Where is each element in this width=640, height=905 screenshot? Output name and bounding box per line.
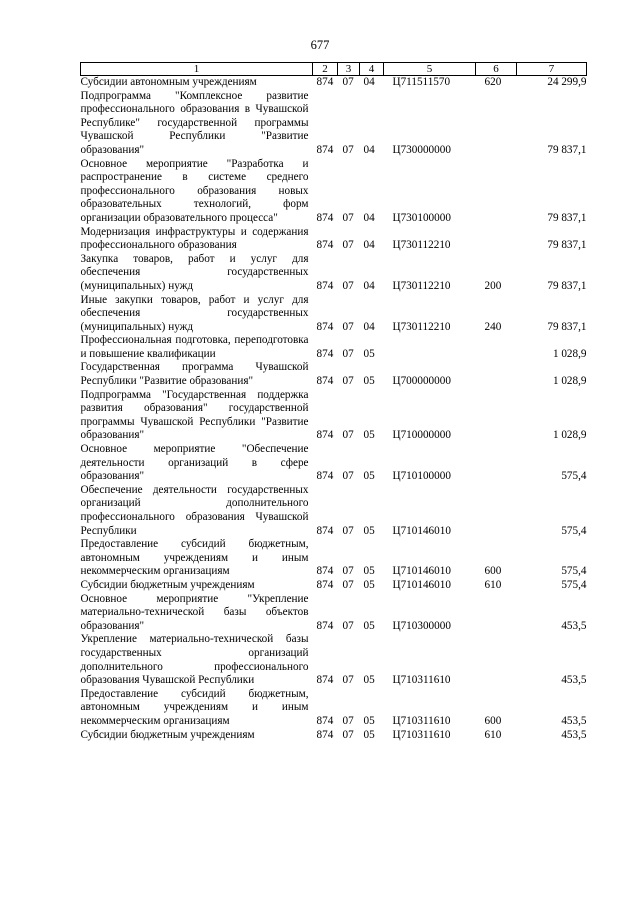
row-pr-cell: 05 — [363, 578, 375, 591]
row-cs-cell — [384, 334, 476, 361]
header-cell-pr: 4 — [360, 63, 384, 76]
row-gr-cell: 874 — [316, 143, 334, 156]
row-gr-cell: 874 — [316, 619, 334, 632]
row-rz-cell: 07 — [342, 619, 354, 632]
row-vr-cell — [476, 443, 517, 484]
row-sum-cell: 575,4 — [561, 470, 587, 483]
table-row — [81, 538, 587, 579]
row-rz-cell: 07 — [342, 429, 354, 442]
header-cell-name: 1 — [81, 63, 313, 76]
header-row — [81, 63, 587, 76]
row-vr-cell — [476, 158, 517, 226]
row-pr-cell: 05 — [363, 470, 375, 483]
row-sum-cell: 79 837,1 — [547, 279, 587, 292]
row-name-cell: Модернизация инфраструктуры и содержания профессионального образования — [80, 225, 309, 252]
row-cs-cell: Ц730100000 — [392, 211, 451, 224]
row-vr-cell: 240 — [484, 320, 502, 333]
row-rz-cell: 07 — [342, 674, 354, 687]
row-name-cell: Укрепление материально-технической базы государственных организаций дополнительного профессионального образования Чувашской Республики — [80, 633, 309, 687]
row-rz-cell: 07 — [342, 76, 354, 88]
row-gr-cell: 874 — [316, 714, 334, 727]
header-cell-sum: 7 — [517, 63, 587, 76]
row-rz-cell: 07 — [342, 211, 354, 224]
row-vr-cell — [476, 633, 517, 687]
row-sum-cell: 575,4 — [561, 524, 587, 537]
table-row — [81, 294, 587, 335]
row-rz-cell: 07 — [342, 143, 354, 156]
row-rz-cell: 07 — [342, 279, 354, 292]
row-cs-cell: Ц710146010 — [392, 524, 451, 537]
row-cs-cell: Ц730112210 — [392, 239, 451, 252]
row-vr-cell — [476, 361, 517, 388]
row-sum-cell: 79 837,1 — [547, 211, 587, 224]
row-gr-cell: 874 — [316, 578, 334, 591]
row-cs-cell: Ц730000000 — [392, 143, 451, 156]
row-pr-cell: 05 — [363, 347, 375, 360]
row-name-cell: Государственная программа Чувашской Республики "Развитие образования" — [80, 361, 309, 388]
row-name-cell: Основное мероприятие "Разработка и распространение в системе среднего профессионального образования новых образовательных технологий, форм организации образовательного процесса" — [80, 157, 309, 224]
row-pr-cell: 05 — [363, 565, 375, 578]
row-gr-cell: 874 — [316, 565, 334, 578]
table-row — [81, 90, 587, 158]
row-pr-cell: 04 — [363, 211, 375, 224]
row-gr-cell: 874 — [316, 320, 334, 333]
table-row — [81, 253, 587, 294]
row-cs-cell: Ц710146010 — [392, 565, 451, 578]
table-row — [81, 688, 587, 729]
row-gr-cell: 874 — [316, 524, 334, 537]
row-gr-cell: 874 — [316, 211, 334, 224]
row-pr-cell: 04 — [363, 143, 375, 156]
row-sum-cell: 453,5 — [561, 728, 587, 741]
row-name-cell: Профессиональная подготовка, переподготовка и повышение квалификации — [80, 334, 309, 360]
row-gr-cell: 874 — [316, 239, 334, 252]
row-name-cell: Субсидии бюджетным учреждениям — [80, 578, 255, 591]
row-cs-cell: Ц710311610 — [392, 714, 451, 727]
budget-table — [80, 62, 587, 742]
table-row — [81, 158, 587, 226]
row-gr-cell: 874 — [316, 375, 334, 388]
row-name-cell: Подпрограмма "Комплексное развитие профессионального образования в Чувашской Республике" государственной программы Чувашской Республики "Развитие образования" — [80, 89, 309, 156]
row-vr-cell — [476, 334, 517, 361]
row-cs-cell: Ц710300000 — [392, 619, 451, 632]
row-gr-cell: 874 — [316, 429, 334, 442]
row-vr-cell — [476, 90, 517, 158]
row-sum-cell: 575,4 — [561, 578, 587, 591]
row-sum-cell: 24 299,9 — [547, 76, 587, 88]
table-row — [81, 484, 587, 538]
header-cell-cs: 5 — [384, 63, 476, 76]
row-cs-cell: Ц730112210 — [392, 320, 451, 333]
row-vr-cell: 600 — [484, 565, 502, 578]
row-name-cell: Основное мероприятие "Обеспечение деятельности организаций в сфере образования" — [80, 443, 309, 483]
row-name-cell: Закупка товаров, работ и услуг для обеспечения государственных (муниципальных) нужд — [80, 252, 309, 292]
row-vr-cell: 610 — [484, 578, 502, 591]
row-vr-cell — [476, 389, 517, 443]
header-cell-rz: 3 — [338, 63, 360, 76]
row-pr-cell: 05 — [363, 375, 375, 388]
row-cs-cell: Ц710146010 — [392, 578, 451, 591]
row-name-cell: Предоставление субсидий бюджетным, автономным учреждениям и иным некоммерческим организациям — [80, 687, 309, 727]
row-cs-cell: Ц710311610 — [392, 674, 451, 687]
table-row — [81, 633, 587, 687]
row-name-cell: Подпрограмма "Государственная поддержка развития образования" государственной программы Чувашской Республики "Развитие образования" — [80, 388, 309, 442]
row-pr-cell: 05 — [363, 429, 375, 442]
row-cs-cell: Ц710100000 — [392, 470, 451, 483]
row-gr-cell: 874 — [316, 728, 334, 741]
row-cs-cell: Ц710000000 — [392, 429, 451, 442]
row-rz-cell: 07 — [342, 728, 354, 741]
row-sum-cell: 575,4 — [561, 565, 587, 578]
row-name-cell: Субсидии бюджетным учреждениям — [80, 728, 255, 741]
row-name-cell: Субсидии автономным учреждениям — [80, 76, 257, 88]
row-gr-cell: 874 — [316, 76, 334, 88]
row-rz-cell: 07 — [342, 347, 354, 360]
header-cell-gr: 2 — [313, 63, 338, 76]
row-rz-cell: 07 — [342, 578, 354, 591]
table-row — [81, 443, 587, 484]
row-sum-cell: 79 837,1 — [547, 320, 587, 333]
row-sum-cell: 453,5 — [561, 619, 587, 632]
row-rz-cell: 07 — [342, 524, 354, 537]
table-header — [81, 63, 587, 76]
table-body — [81, 76, 587, 743]
table-row — [81, 579, 587, 593]
table-row — [81, 389, 587, 443]
row-pr-cell: 05 — [363, 674, 375, 687]
table-row — [81, 334, 587, 361]
row-pr-cell: 04 — [363, 279, 375, 292]
row-vr-cell: 600 — [484, 714, 502, 727]
table-row — [81, 76, 587, 90]
row-pr-cell: 05 — [363, 619, 375, 632]
row-sum-cell: 1 028,9 — [552, 375, 587, 388]
row-cs-cell: Ц730112210 — [392, 279, 451, 292]
table-row — [81, 593, 587, 634]
row-pr-cell: 05 — [363, 714, 375, 727]
row-sum-cell: 1 028,9 — [552, 429, 587, 442]
row-sum-cell: 1 028,9 — [552, 347, 587, 360]
row-vr-cell: 620 — [484, 76, 502, 88]
row-rz-cell: 07 — [342, 320, 354, 333]
row-gr-cell: 874 — [316, 347, 334, 360]
row-rz-cell: 07 — [342, 565, 354, 578]
row-gr-cell: 874 — [316, 279, 334, 292]
row-name-cell: Основное мероприятие "Укрепление материально-технической базы объектов образования" — [80, 592, 309, 632]
table-row — [81, 361, 587, 388]
row-cs-cell: Ц700000000 — [392, 375, 451, 388]
row-cs-cell: Ц710311610 — [392, 728, 451, 741]
row-name-cell: Обеспечение деятельности государственных организаций дополнительного профессионального образования Чувашской Республики — [80, 483, 309, 537]
row-rz-cell: 07 — [342, 375, 354, 388]
row-name-cell: Предоставление субсидий бюджетным, автономным учреждениям и иным некоммерческим организациям — [80, 538, 309, 578]
row-sum-cell: 79 837,1 — [547, 239, 587, 252]
table-row — [81, 729, 587, 743]
page-number: 677 — [310, 38, 330, 52]
row-vr-cell — [476, 226, 517, 253]
row-pr-cell: 04 — [363, 320, 375, 333]
row-gr-cell: 874 — [316, 674, 334, 687]
row-vr-cell: 200 — [484, 279, 502, 292]
row-rz-cell: 07 — [342, 714, 354, 727]
row-name-cell: Иные закупки товаров, работ и услуг для обеспечения государственных (муниципальных) нужд — [80, 293, 309, 333]
row-vr-cell — [476, 593, 517, 634]
row-sum-cell: 453,5 — [561, 714, 587, 727]
row-pr-cell: 05 — [363, 728, 375, 741]
row-vr-cell: 610 — [484, 728, 502, 741]
header-cell-vr: 6 — [476, 63, 517, 76]
row-rz-cell: 07 — [342, 239, 354, 252]
row-pr-cell: 05 — [363, 524, 375, 537]
row-vr-cell — [476, 484, 517, 538]
row-sum-cell: 453,5 — [561, 674, 587, 687]
row-gr-cell: 874 — [316, 470, 334, 483]
row-rz-cell: 07 — [342, 470, 354, 483]
row-cs-cell: Ц711511570 — [392, 76, 451, 88]
row-pr-cell: 04 — [363, 239, 375, 252]
row-pr-cell: 04 — [363, 76, 375, 88]
row-sum-cell: 79 837,1 — [547, 143, 587, 156]
table-row — [81, 226, 587, 253]
